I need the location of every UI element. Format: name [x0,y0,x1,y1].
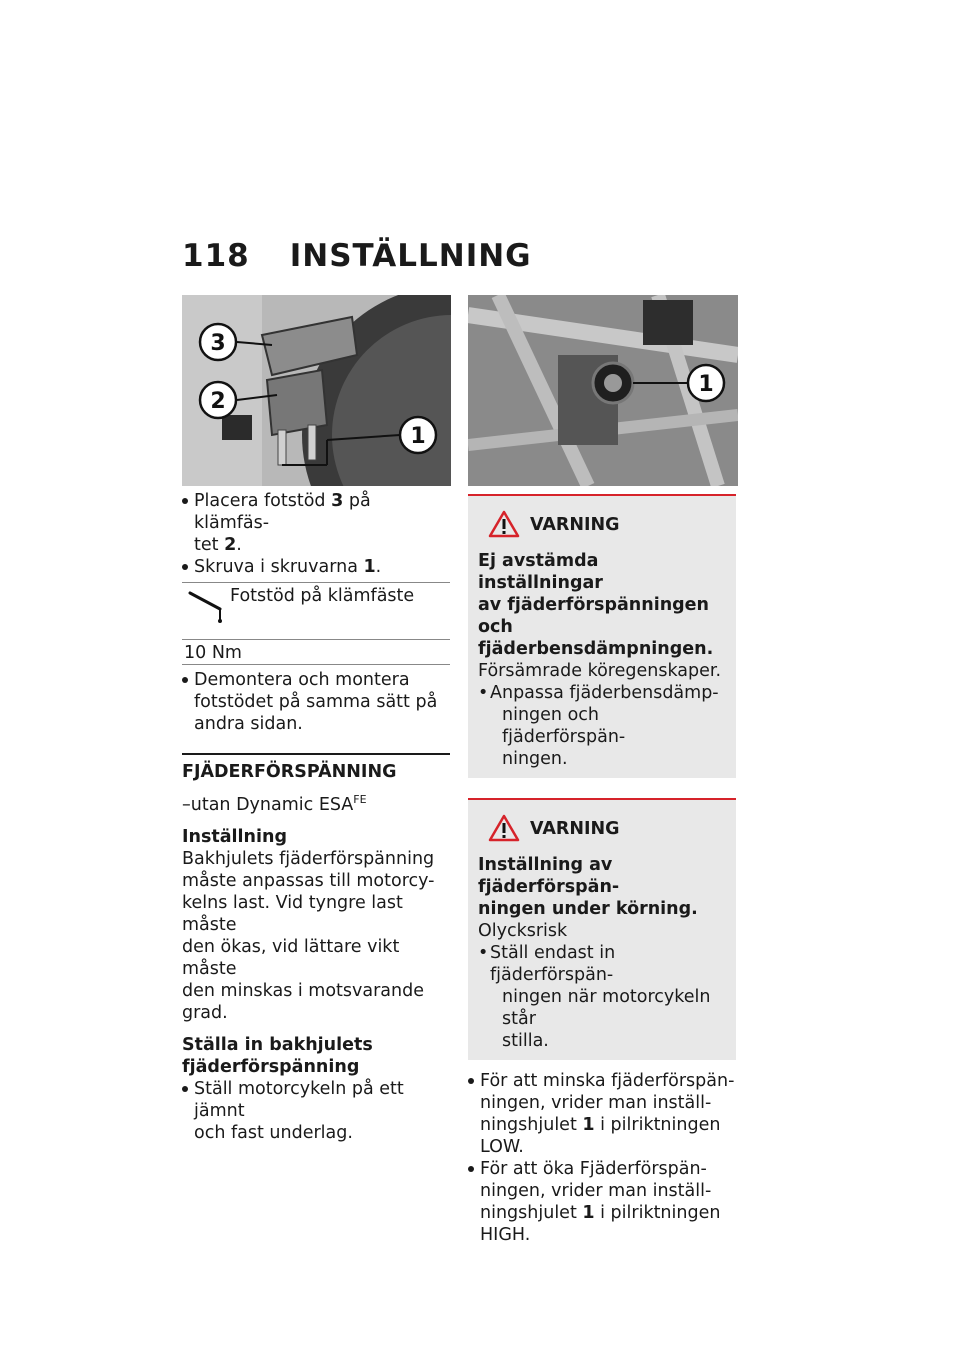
step-decrease-preload: För att minska fjäderförspän- ningen, vrider man inställ- ningshjulet 1 i pilriktningen LOW. [468,1070,736,1158]
torque-wrench-icon [186,587,228,623]
step-level-ground: Ställ motorcykeln på ett jämnt och fast underlag. [182,1078,450,1144]
warning-label: VARNING [530,819,620,839]
warning-label: VARNING [530,515,620,535]
section-title: FJÄDERFÖRSPÄNNING [182,753,450,783]
page-number: 118 [182,238,250,274]
footrest-photo [182,295,451,486]
spring-adjuster-photo [468,295,738,486]
warning-triangle-icon [488,814,520,842]
step-other-side: Demontera och montera fotstödet på samma sätt på andra sidan. [182,669,450,735]
step-place-footrest: Placera fotstöd 3 på klämfäs- tet 2. [182,490,450,556]
torque-label: Fotstöd på klämfäste [230,586,415,606]
warning-box-1 [468,494,736,778]
step-increase-preload: För att öka Fjäderförspän- ningen, vrider man inställ- ningshjulet 1 i pilriktningen HIGH. [468,1158,736,1246]
description-paragraph: Bakhjulets fjäderförspänning måste anpassas till motorcy- kelns last. Vid tyngre last måste den ökas, vid lättare vikt måste den minskas i motsvarande grad. [182,848,435,1023]
page-header [182,238,532,274]
callout-3-label: 3 [210,331,226,356]
warning-box-2 [468,798,736,1060]
footrest-illustration [182,295,451,486]
torque-value: 10 Nm [184,643,242,663]
warning-measure: • Ställ endast in fjäderförspän- ningen när motorcykeln står stilla. [478,942,726,1052]
warning-consequence: Försämrade köregenskaper. [478,661,722,681]
step-screw-in: Skruva i skruvarna 1. [182,556,450,578]
procedure-heading: Ställa in bakhjulets fjäderförspänning [182,1034,373,1077]
callout-1-label: 1 [410,424,426,449]
spring-adjuster-illustration [468,295,738,486]
sub-heading: Inställning [182,826,287,847]
warning-measure: • Anpassa fjäderbensdämp- ningen och fjäderförspän- ningen. [478,682,726,770]
right-column [468,494,736,1246]
warning-heading: Inställning av fjäderförspän- ningen under körning. [478,855,698,919]
left-column [182,490,450,1144]
warning-consequence: Olycksrisk [478,921,568,941]
callout-2-label: 2 [210,389,226,414]
warning-triangle-icon [488,510,520,538]
variant-note: –utan Dynamic $ESA^{FE}$ [182,793,367,815]
callout-1-label: 1 [698,372,714,397]
torque-spec-table [182,582,450,665]
page-title: INSTÄLLNING [289,238,532,274]
warning-heading: Ej avstämda inställningar av fjäderförspänningen och fjäderbensdämpningen. [478,551,714,659]
